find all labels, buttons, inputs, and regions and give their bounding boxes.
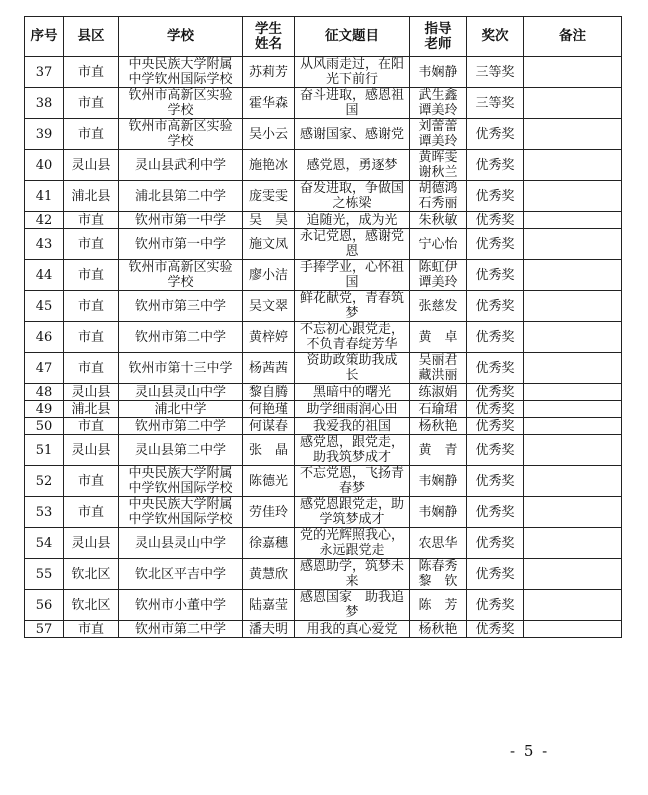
cell-district: 市直 [64,88,119,119]
cell-award: 优秀奖 [467,384,524,401]
cell-index: 46 [25,322,64,353]
cell-award: 优秀奖 [467,590,524,621]
cell-teacher: 韦娴静 [410,466,467,497]
cell-index: 43 [25,229,64,260]
cell-district: 市直 [64,229,119,260]
table-row [25,590,622,621]
cell-district: 市直 [64,322,119,353]
cell-student: 吴文翠 [243,291,295,322]
table-row [25,384,622,401]
cell-student: 霍华森 [243,88,295,119]
table-row [25,418,622,435]
cell-school: 中央民族大学附属 中学钦州国际学校 [119,497,243,528]
cell-title: 感恩助学，筑梦未 来 [295,559,410,590]
cell-title: 党的光辉照我心， 永远跟党走 [295,528,410,559]
cell-student: 徐嘉穗 [243,528,295,559]
cell-teacher: 朱秋敏 [410,212,467,229]
table-header-row [25,17,622,57]
table-row [25,88,622,119]
table-row [25,353,622,384]
cell-district: 市直 [64,57,119,88]
cell-award: 优秀奖 [467,401,524,418]
cell-school: 钦州市小董中学 [119,590,243,621]
table-row [25,212,622,229]
cell-remark [524,322,622,353]
cell-remark [524,229,622,260]
cell-school: 钦州市第一中学 [119,212,243,229]
cell-remark [524,212,622,229]
cell-student: 苏莉芳 [243,57,295,88]
cell-remark [524,497,622,528]
cell-district: 灵山县 [64,384,119,401]
cell-index: 49 [25,401,64,418]
cell-district: 市直 [64,418,119,435]
cell-district: 市直 [64,353,119,384]
cell-title: 不忘党恩，飞扬青 春梦 [295,466,410,497]
cell-title: 不忘初心跟党走， 不负青春绽芳华 [295,322,410,353]
table-row [25,57,622,88]
table-row [25,119,622,150]
cell-title: 奋斗进取，感恩祖 国 [295,88,410,119]
cell-remark [524,291,622,322]
table-row [25,528,622,559]
cell-title: 手捧学业，心怀祖 国 [295,260,410,291]
cell-school: 中央民族大学附属 中学钦州国际学校 [119,57,243,88]
cell-school: 钦州市第二中学 [119,418,243,435]
award-table [24,16,622,638]
cell-remark [524,418,622,435]
cell-school: 钦北区平吉中学 [119,559,243,590]
header-col-school: 学校 [119,17,243,57]
cell-teacher: 黄晖雯 谢秋兰 [410,150,467,181]
cell-title: 感党恩，跟党走， 助我筑梦成才 [295,435,410,466]
cell-index: 38 [25,88,64,119]
header-col-award: 奖次 [467,17,524,57]
cell-school: 钦州市第三中学 [119,291,243,322]
header-col-teacher: 指导 老师 [410,17,467,57]
header-col-title: 征文题目 [295,17,410,57]
cell-title: 追随光，成为光 [295,212,410,229]
cell-title: 用我的真心爱党 [295,621,410,638]
cell-school: 钦州市高新区实验 学校 [119,88,243,119]
cell-index: 45 [25,291,64,322]
cell-school: 灵山县第二中学 [119,435,243,466]
cell-student: 张 晶 [243,435,295,466]
cell-remark [524,150,622,181]
cell-school: 钦州市第一中学 [119,229,243,260]
cell-title: 鲜花献党，青春筑 梦 [295,291,410,322]
table-row [25,621,622,638]
cell-school: 灵山县灵山中学 [119,528,243,559]
cell-student: 施艳冰 [243,150,295,181]
cell-title: 奋发进取，争做国 之栋梁 [295,181,410,212]
cell-district: 市直 [64,291,119,322]
cell-remark [524,435,622,466]
cell-remark [524,466,622,497]
page-number: - 5 - [510,742,550,760]
cell-title: 永记党恩，感谢党 恩 [295,229,410,260]
cell-remark [524,621,622,638]
cell-teacher: 杨秋艳 [410,418,467,435]
cell-student: 杨茜茜 [243,353,295,384]
cell-district: 市直 [64,260,119,291]
cell-school: 灵山县灵山中学 [119,384,243,401]
cell-teacher: 黄 卓 [410,322,467,353]
cell-award: 三等奖 [467,57,524,88]
cell-school: 中央民族大学附属 中学钦州国际学校 [119,466,243,497]
cell-student: 施文凤 [243,229,295,260]
cell-index: 52 [25,466,64,497]
cell-district: 浦北县 [64,181,119,212]
cell-student: 何艳瑾 [243,401,295,418]
cell-student: 劳佳玲 [243,497,295,528]
cell-award: 优秀奖 [467,212,524,229]
cell-student: 吴 昊 [243,212,295,229]
cell-district: 浦北县 [64,401,119,418]
cell-student: 陆嘉莹 [243,590,295,621]
cell-teacher: 宁心怡 [410,229,467,260]
cell-index: 54 [25,528,64,559]
cell-student: 庞雯雯 [243,181,295,212]
cell-index: 48 [25,384,64,401]
cell-school: 钦州市高新区实验 学校 [119,260,243,291]
cell-district: 市直 [64,497,119,528]
cell-teacher: 陈 芳 [410,590,467,621]
cell-index: 41 [25,181,64,212]
cell-remark [524,559,622,590]
cell-teacher: 刘蕾蕾 谭美玲 [410,119,467,150]
table-row [25,401,622,418]
cell-district: 市直 [64,621,119,638]
cell-index: 47 [25,353,64,384]
cell-index: 39 [25,119,64,150]
table-row [25,497,622,528]
cell-index: 53 [25,497,64,528]
cell-teacher: 陈春秀 黎 钦 [410,559,467,590]
cell-award: 优秀奖 [467,497,524,528]
cell-teacher: 石瑜珺 [410,401,467,418]
cell-district: 市直 [64,212,119,229]
cell-district: 钦北区 [64,590,119,621]
cell-remark [524,57,622,88]
cell-school: 浦北中学 [119,401,243,418]
cell-award: 优秀奖 [467,435,524,466]
cell-award: 优秀奖 [467,621,524,638]
cell-award: 优秀奖 [467,291,524,322]
cell-index: 37 [25,57,64,88]
header-col-remark: 备注 [524,17,622,57]
header-col-student: 学生 姓名 [243,17,295,57]
table-row [25,260,622,291]
cell-index: 55 [25,559,64,590]
cell-award: 优秀奖 [467,559,524,590]
cell-award: 优秀奖 [467,150,524,181]
cell-title: 资助政策助我成 长 [295,353,410,384]
cell-remark [524,119,622,150]
cell-student: 黄梓婷 [243,322,295,353]
cell-index: 44 [25,260,64,291]
cell-teacher: 陈虹伊 谭美玲 [410,260,467,291]
cell-student: 潘夫明 [243,621,295,638]
cell-award: 三等奖 [467,88,524,119]
cell-school: 钦州市第十三中学 [119,353,243,384]
cell-school: 钦州市第二中学 [119,322,243,353]
cell-award: 优秀奖 [467,418,524,435]
cell-teacher: 武生鑫 谭美玲 [410,88,467,119]
cell-award: 优秀奖 [467,466,524,497]
cell-teacher: 吴丽君 藏洪丽 [410,353,467,384]
table-row [25,291,622,322]
table-row [25,322,622,353]
cell-title: 感党恩跟党走，助 学筑梦成才 [295,497,410,528]
cell-remark [524,384,622,401]
cell-teacher: 农思华 [410,528,467,559]
table-row [25,466,622,497]
table-row [25,181,622,212]
cell-title: 感恩国家 助我追 梦 [295,590,410,621]
cell-teacher: 张慈发 [410,291,467,322]
cell-index: 51 [25,435,64,466]
cell-award: 优秀奖 [467,353,524,384]
cell-title: 从风雨走过，在阳 光下前行 [295,57,410,88]
cell-remark [524,260,622,291]
cell-teacher: 韦娴静 [410,57,467,88]
cell-title: 感谢国家、感谢党 [295,119,410,150]
cell-student: 陈德光 [243,466,295,497]
cell-school: 浦北县第二中学 [119,181,243,212]
cell-district: 市直 [64,466,119,497]
cell-remark [524,353,622,384]
table-row [25,559,622,590]
cell-district: 钦北区 [64,559,119,590]
cell-title: 我爱我的祖国 [295,418,410,435]
cell-award: 优秀奖 [467,260,524,291]
cell-award: 优秀奖 [467,229,524,260]
cell-index: 42 [25,212,64,229]
cell-student: 黎自腾 [243,384,295,401]
cell-index: 56 [25,590,64,621]
cell-district: 市直 [64,119,119,150]
table-row [25,435,622,466]
cell-district: 灵山县 [64,150,119,181]
cell-remark [524,528,622,559]
cell-remark [524,401,622,418]
cell-teacher: 黄 青 [410,435,467,466]
cell-school: 灵山县武利中学 [119,150,243,181]
table-row [25,229,622,260]
cell-award: 优秀奖 [467,181,524,212]
cell-title: 助学细雨润心田 [295,401,410,418]
table-row [25,150,622,181]
cell-teacher: 杨秋艳 [410,621,467,638]
cell-school: 钦州市高新区实验 学校 [119,119,243,150]
cell-index: 50 [25,418,64,435]
cell-award: 优秀奖 [467,528,524,559]
cell-title: 感党恩，勇逐梦 [295,150,410,181]
header-col-index: 序号 [25,17,64,57]
cell-remark [524,181,622,212]
cell-teacher: 韦娴静 [410,497,467,528]
cell-student: 吴小云 [243,119,295,150]
cell-award: 优秀奖 [467,119,524,150]
cell-student: 黄慧欣 [243,559,295,590]
cell-school: 钦州市第二中学 [119,621,243,638]
table-body [25,57,622,638]
cell-title: 黑暗中的曙光 [295,384,410,401]
cell-district: 灵山县 [64,528,119,559]
cell-index: 40 [25,150,64,181]
cell-teacher: 胡德鸿 石秀丽 [410,181,467,212]
cell-award: 优秀奖 [467,322,524,353]
cell-district: 灵山县 [64,435,119,466]
cell-index: 57 [25,621,64,638]
header-col-district: 县区 [64,17,119,57]
cell-remark [524,590,622,621]
cell-teacher: 练淑娟 [410,384,467,401]
cell-remark [524,88,622,119]
cell-student: 何谋春 [243,418,295,435]
cell-student: 廖小洁 [243,260,295,291]
